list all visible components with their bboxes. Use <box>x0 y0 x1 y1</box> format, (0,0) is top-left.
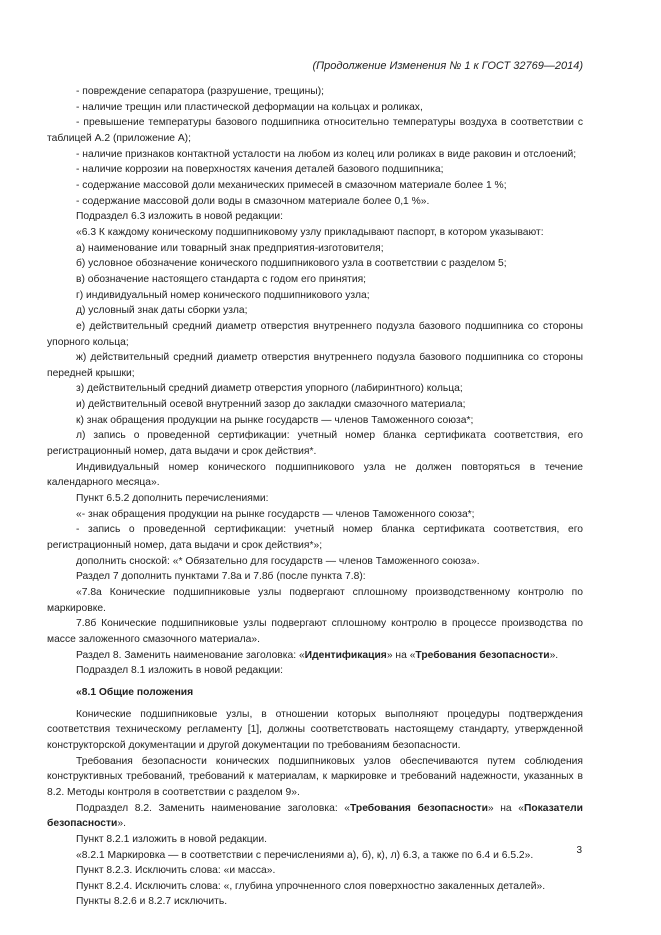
page-number: 3 <box>576 845 582 856</box>
paragraph: «- знак обращения продукции на рынке государств — членов Таможенного союза*; <box>76 508 475 520</box>
paragraph: 7.8б Конические подшипниковые узлы подвергают сплошному контролю в процессе производства по массе заложенного смазочного материала». <box>47 618 583 645</box>
paragraph: в) обозначение настоящего стандарта с годом его принятия; <box>76 273 367 285</box>
paragraph: д) условный знак даты сборки узла; <box>76 305 248 317</box>
section-heading-8-1: «8.1 Общие положения <box>76 686 194 698</box>
paragraph: «6.3 К каждому коническому подшипниковому узлу прикладывают паспорт, в котором указывают: <box>76 226 544 238</box>
paragraph: - повреждение сепаратора (разрушение, трещины); <box>76 86 324 97</box>
document-body <box>47 84 583 910</box>
paragraph: - содержание массовой доли механических примесей в смазочном материале более 1 %; <box>76 179 507 191</box>
paragraph: Пункт 8.2.4. Исключить слова: «, глубина упрочненного слоя поверхностно закаленных деталей». <box>76 880 546 892</box>
paragraph: Конические подшипниковые узлы, в отношении которых выполняют процедуры подтверждения соответствия техническому регламенту [1], должны соответствовать настоящему стандарту, утвержденной конструкторской документации и другой документации по требованиям безопасности. <box>47 708 583 751</box>
paragraph: - наличие коррозии на поверхностях качения деталей базового подшипника; <box>76 164 444 176</box>
paragraph: и) действительный осевой внутренний зазор до закладки смазочного материала; <box>76 399 466 411</box>
paragraph: Раздел 7 дополнить пунктами 7.8а и 7.8б (после пункта 7.8): <box>76 571 366 583</box>
paragraph: Пункт 8.2.1 изложить в новой редакции. <box>76 833 268 845</box>
paragraph: Требования безопасности конических подшипниковых узлов обеспечиваются путем соблюдения конструктивных требований, требований к материалам, к маркировке и требований надежности, указанных в 8.2. Методы контроля в соответствии с разделом 9». <box>47 755 583 798</box>
paragraph: е) действительный средний диаметр отверстия внутреннего подузла базового подшипника со стороны упорного кольца; <box>47 320 583 348</box>
paragraph: «8.2.1 Маркировка — в соответствии с перечислениями а), б), к), л) 6.3, а также по 6.4 и 6.5.2». <box>76 849 534 861</box>
paragraph: - содержание массовой доли воды в смазочном материале более 0,1 %». <box>76 195 430 207</box>
paragraph-8-2-rename: Подраздел 8.2. Заменить наименование заголовка: «Требования безопасности» на «Показатели безопасности». <box>47 802 583 830</box>
paragraph-section8-rename: Раздел 8. Заменить наименование заголовка: «Идентификация» на «Требования безопасности». <box>76 649 559 661</box>
paragraph: Подраздел 8.1 изложить в новой редакции: <box>76 665 284 677</box>
paragraph: к) знак обращения продукции на рынке государств — членов Таможенного союза*; <box>76 414 474 426</box>
paragraph: а) наименование или товарный знак предприятия-изготовителя; <box>76 242 384 254</box>
paragraph: - запись о проведенной сертификации: учетный номер бланка сертификата соответствия, его регистрационный номер, дата выдачи и срок действия*»; <box>47 524 583 552</box>
paragraph: - превышение температуры базового подшипника относительно температуры воздуха в соответствии с таблицей А.2 (приложение А); <box>47 117 583 144</box>
paragraph: Подраздел 6.3 изложить в новой редакции: <box>76 211 284 223</box>
paragraph: б) условное обозначение конического подшипникового узла в соответствии с разделом 5; <box>76 258 507 270</box>
paragraph: Пункт 8.2.3. Исключить слова: «и масса». <box>76 865 276 877</box>
paragraph: Индивидуальный номер конического подшипникового узла не должен повторяться в течение календарного месяца». <box>47 461 583 489</box>
paragraph: Пункты 8.2.6 и 8.2.7 исключить. <box>76 896 228 908</box>
paragraph: л) запись о проведенной сертификации: учетный номер бланка сертификата соответствия, его регистрационный номер, дата выдачи и срок действия*. <box>47 430 583 458</box>
paragraph: дополнить сноской: «* Обязательно для государств — членов Таможенного союза». <box>76 555 480 567</box>
paragraph: - наличие признаков контактной усталости на любом из колец или роликах в виде раковин и отслоений; <box>76 148 577 160</box>
paragraph: - наличие трещин или пластической деформации на кольцах и роликах, <box>76 101 423 113</box>
paragraph: з) действительный средний диаметр отверстия упорного (лабиринтного) кольца; <box>76 383 463 395</box>
paragraph: ж) действительный средний диаметр отверстия внутреннего подузла базового подшипника со стороны передней крышки; <box>47 352 583 379</box>
running-header: (Продолжение Изменения № 1 к ГОСТ 32769—2014) <box>312 60 583 72</box>
paragraph: «7.8а Конические подшипниковые узлы подвергают сплошному производственному контролю по маркировке. <box>47 587 583 614</box>
paragraph: г) индивидуальный номер конического подшипникового узла; <box>76 289 370 301</box>
paragraph: Пункт 6.5.2 дополнить перечислениями: <box>76 493 269 505</box>
